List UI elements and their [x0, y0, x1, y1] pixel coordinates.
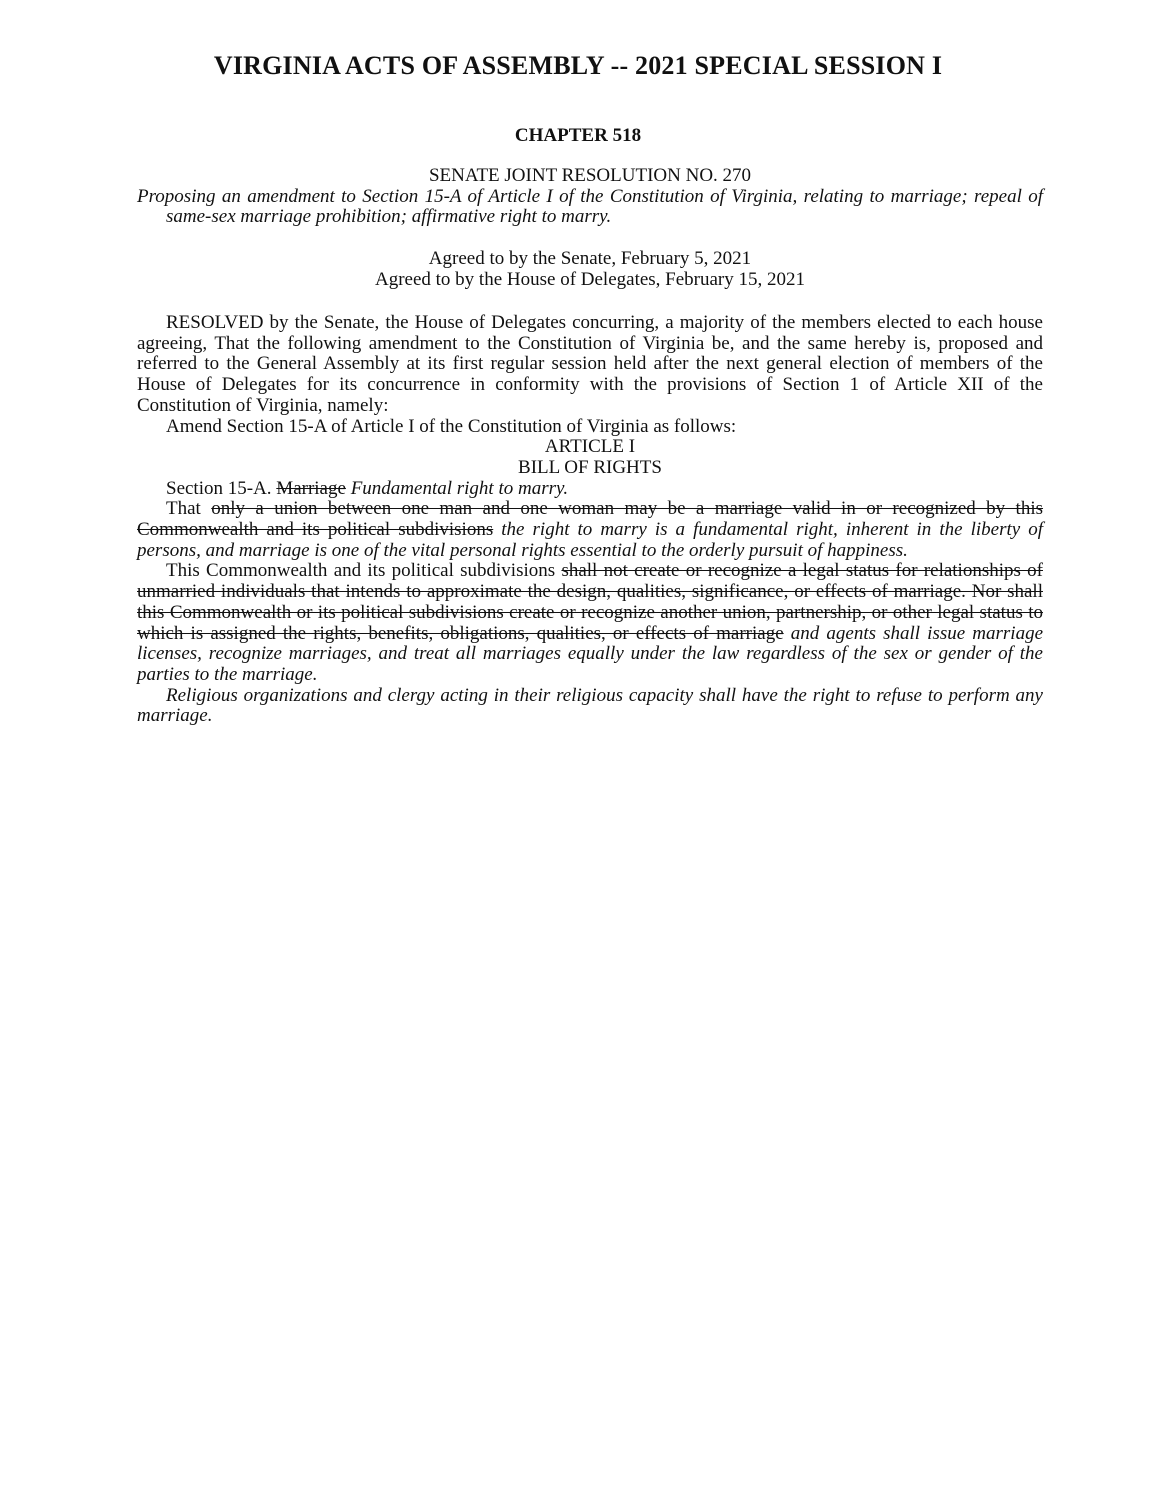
section-struck-title: Marriage — [276, 477, 346, 499]
resolution-block — [137, 166, 1043, 228]
agreed-block — [137, 249, 1043, 290]
amendment-paragraph-2 — [137, 561, 1043, 685]
resolution-number: SENATE JOINT RESOLUTION NO. 270 — [428, 165, 752, 186]
amendment-paragraph-3 — [137, 686, 1043, 727]
resolution-caption — [137, 187, 1043, 228]
para1-struck-text: only a union between one man and one woman may be a marriage valid in or recognized by this Commonwealth and its political subdivisions — [137, 498, 1044, 541]
section-label: Section 15-A. — [166, 477, 272, 499]
chapter-heading: CHAPTER 518 — [514, 125, 642, 146]
para1-inserted-text: the right to marry is a fundamental right, inherent in the liberty of persons, and marriage is one of the vital personal rights essential to the orderly pursuit of happiness. — [137, 519, 1044, 561]
section-new-title: Fundamental right to marry. — [350, 477, 569, 499]
amendment-paragraph-1 — [137, 499, 1043, 561]
amend-instruction: Amend Section 15-A of Article I of the Constitution of Virginia as follows: — [166, 415, 737, 437]
resolved-paragraph: RESOLVED by the Senate, the House of Delegates concurring, a majority of the members elected to each house agreeing, That the following amendment to the Constitution of Virginia be, and the same hereby is, proposed and referred to the General Assembly at its first regular session held after the next general election of members of the House of Delegates for its concurrence in conformity with the provisions of Section 1 of Article XII of the Constitution of Virginia, namely: — [137, 312, 1043, 416]
resolution-caption-text: Proposing an amendment to Section 15-A of Article I of the Constitution of Virginia, relating to marriage; repeal of same-sex marriage prohibition; affirmative right to marry. — [137, 185, 1043, 228]
agreed-senate: Agreed to by the Senate, February 5, 2021 — [428, 248, 752, 269]
para3-inserted-text: Religious organizations and clergy acting in their religious capacity shall have the right to refuse to perform any marriage. — [137, 684, 1043, 727]
resolution-body — [137, 313, 1043, 727]
para2-struck-text: shall not create or recognize a legal status for relationships of unmarried individuals that intends to approximate the design, qualities, significance, or effects of marriage. Nor shall this Commonwealth or its political subdivisions create or recognize another union, partnership, or other legal status to which is assigned the rights, benefits, obligations, qualities, or effects of marriage — [137, 560, 1043, 644]
para2-inserted-text: and agents shall issue marriage licenses, recognize marriages, and treat all marriages equally under the law regardless of the sex or gender of the parties to the marriage. — [137, 622, 1044, 685]
agreed-house: Agreed to by the House of Delegates, February 15, 2021 — [374, 268, 806, 290]
section-heading — [137, 479, 1043, 500]
article-title: BILL OF RIGHTS — [518, 456, 662, 478]
document-title: VIRGINIA ACTS OF ASSEMBLY -- 2021 SPECIAL SESSION I — [213, 51, 943, 80]
para2-lead: This Commonwealth and its political subdivisions — [166, 560, 556, 582]
para1-lead: That — [166, 498, 201, 520]
article-number: ARTICLE I — [544, 436, 636, 458]
